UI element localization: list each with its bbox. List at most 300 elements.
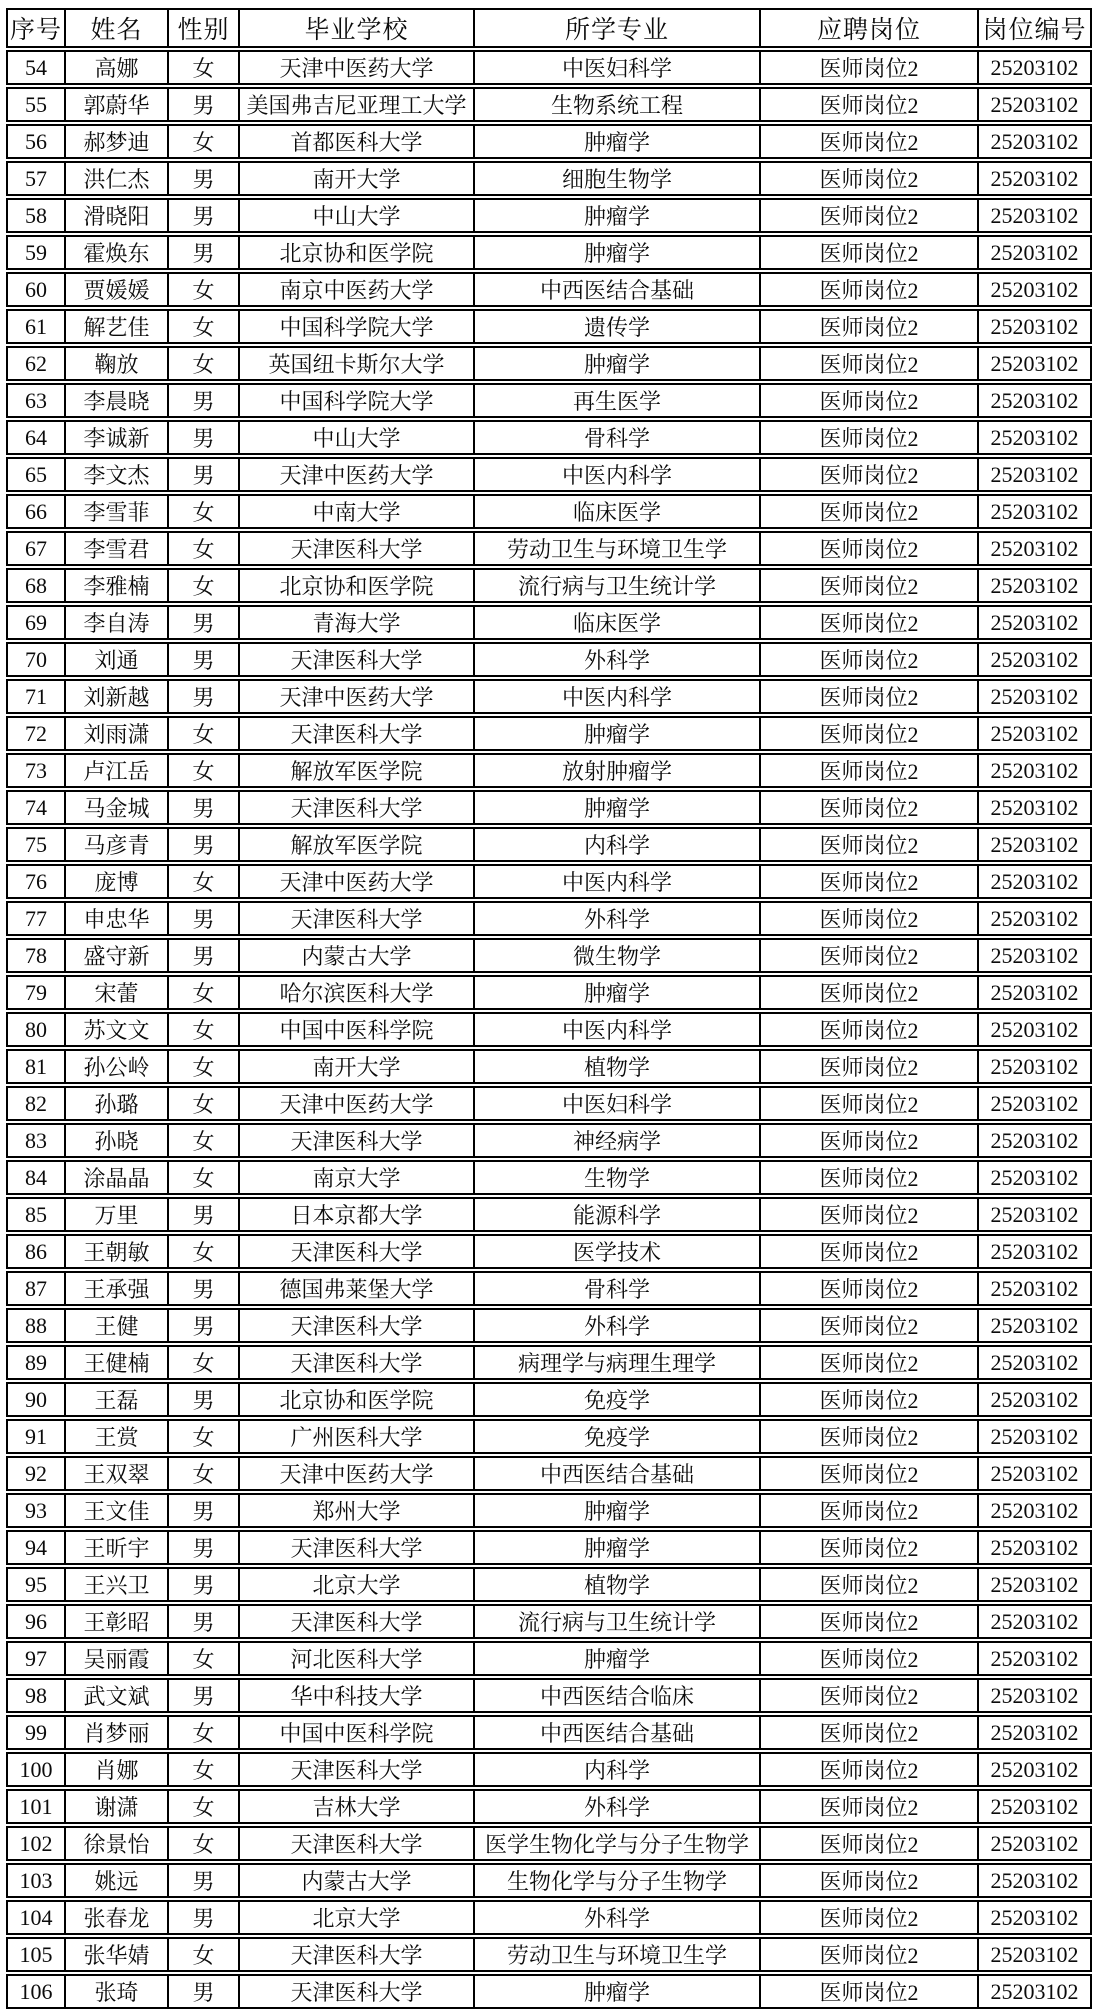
cell-position: 医师岗位2 bbox=[761, 1012, 979, 1047]
cell-major: 放射肿瘤学 bbox=[475, 753, 761, 788]
table-row bbox=[6, 1900, 1092, 1935]
cell-gender: 女 bbox=[169, 1419, 240, 1454]
cell-index: 88 bbox=[6, 1308, 66, 1343]
table-row bbox=[6, 420, 1092, 455]
cell-major: 肿瘤学 bbox=[475, 198, 761, 233]
cell-name: 郭蔚华 bbox=[66, 87, 169, 122]
cell-gender: 男 bbox=[169, 790, 240, 825]
cell-position: 医师岗位2 bbox=[761, 1271, 979, 1306]
cell-gender: 女 bbox=[169, 753, 240, 788]
cell-code: 25203102 bbox=[979, 1530, 1092, 1565]
cell-major: 免疫学 bbox=[475, 1382, 761, 1417]
cell-school: 天津医科大学 bbox=[240, 1974, 475, 2009]
cell-gender: 男 bbox=[169, 938, 240, 973]
table-row bbox=[6, 1752, 1092, 1787]
table-row bbox=[6, 1789, 1092, 1824]
table-row bbox=[6, 1974, 1092, 2009]
table-row bbox=[6, 901, 1092, 936]
cell-index: 94 bbox=[6, 1530, 66, 1565]
cell-index: 82 bbox=[6, 1086, 66, 1121]
cell-position: 医师岗位2 bbox=[761, 1123, 979, 1158]
table-row bbox=[6, 975, 1092, 1010]
table-row bbox=[6, 568, 1092, 603]
table-row bbox=[6, 1715, 1092, 1750]
cell-code: 25203102 bbox=[979, 753, 1092, 788]
cell-index: 79 bbox=[6, 975, 66, 1010]
cell-name: 姚远 bbox=[66, 1863, 169, 1898]
table-row bbox=[6, 1086, 1092, 1121]
cell-gender: 女 bbox=[169, 1345, 240, 1380]
cell-major: 肿瘤学 bbox=[475, 716, 761, 751]
cell-school: 天津医科大学 bbox=[240, 790, 475, 825]
cell-gender: 男 bbox=[169, 1863, 240, 1898]
cell-position: 医师岗位2 bbox=[761, 1863, 979, 1898]
table-row bbox=[6, 1641, 1092, 1676]
cell-major: 劳动卫生与环境卫生学 bbox=[475, 531, 761, 566]
cell-major: 生物系统工程 bbox=[475, 87, 761, 122]
cell-code: 25203102 bbox=[979, 1826, 1092, 1861]
cell-name: 庞博 bbox=[66, 864, 169, 899]
cell-code: 25203102 bbox=[979, 1974, 1092, 2009]
cell-position: 医师岗位2 bbox=[761, 198, 979, 233]
table-row bbox=[6, 1863, 1092, 1898]
cell-code: 25203102 bbox=[979, 1308, 1092, 1343]
cell-code: 25203102 bbox=[979, 1160, 1092, 1195]
cell-code: 25203102 bbox=[979, 1678, 1092, 1713]
cell-major: 中医妇科学 bbox=[475, 50, 761, 85]
cell-position: 医师岗位2 bbox=[761, 753, 979, 788]
cell-major: 中西医结合临床 bbox=[475, 1678, 761, 1713]
cell-index: 64 bbox=[6, 420, 66, 455]
cell-position: 医师岗位2 bbox=[761, 1234, 979, 1269]
table-row bbox=[6, 309, 1092, 344]
cell-name: 孙晓 bbox=[66, 1123, 169, 1158]
cell-major: 流行病与卫生统计学 bbox=[475, 568, 761, 603]
cell-index: 106 bbox=[6, 1974, 66, 2009]
cell-name: 张春龙 bbox=[66, 1900, 169, 1935]
cell-gender: 女 bbox=[169, 1123, 240, 1158]
cell-name: 郝梦迪 bbox=[66, 124, 169, 159]
cell-code: 25203102 bbox=[979, 605, 1092, 640]
cell-gender: 男 bbox=[169, 235, 240, 270]
cell-name: 宋蕾 bbox=[66, 975, 169, 1010]
cell-major: 免疫学 bbox=[475, 1419, 761, 1454]
cell-position: 医师岗位2 bbox=[761, 605, 979, 640]
cell-gender: 男 bbox=[169, 1567, 240, 1602]
cell-index: 93 bbox=[6, 1493, 66, 1528]
table-row bbox=[6, 494, 1092, 529]
cell-name: 贾媛媛 bbox=[66, 272, 169, 307]
cell-position: 医师岗位2 bbox=[761, 1678, 979, 1713]
cell-school: 内蒙古大学 bbox=[240, 938, 475, 973]
cell-code: 25203102 bbox=[979, 642, 1092, 677]
cell-gender: 女 bbox=[169, 1049, 240, 1084]
cell-name: 王赏 bbox=[66, 1419, 169, 1454]
cell-name: 王双翠 bbox=[66, 1456, 169, 1491]
cell-code: 25203102 bbox=[979, 975, 1092, 1010]
cell-gender: 女 bbox=[169, 124, 240, 159]
table-row bbox=[6, 1678, 1092, 1713]
cell-index: 60 bbox=[6, 272, 66, 307]
cell-gender: 男 bbox=[169, 679, 240, 714]
table-row bbox=[6, 457, 1092, 492]
cell-gender: 女 bbox=[169, 568, 240, 603]
cell-index: 74 bbox=[6, 790, 66, 825]
cell-major: 肿瘤学 bbox=[475, 346, 761, 381]
table-body bbox=[6, 50, 1092, 2009]
cell-index: 102 bbox=[6, 1826, 66, 1861]
table-row bbox=[6, 605, 1092, 640]
table-row bbox=[6, 235, 1092, 270]
cell-school: 中国科学院大学 bbox=[240, 383, 475, 418]
cell-school: 中山大学 bbox=[240, 420, 475, 455]
cell-code: 25203102 bbox=[979, 309, 1092, 344]
cell-name: 涂晶晶 bbox=[66, 1160, 169, 1195]
cell-school: 中国科学院大学 bbox=[240, 309, 475, 344]
cell-gender: 男 bbox=[169, 1308, 240, 1343]
cell-code: 25203102 bbox=[979, 1900, 1092, 1935]
cell-code: 25203102 bbox=[979, 716, 1092, 751]
table-row bbox=[6, 1493, 1092, 1528]
cell-position: 医师岗位2 bbox=[761, 1641, 979, 1676]
cell-index: 92 bbox=[6, 1456, 66, 1491]
cell-gender: 女 bbox=[169, 346, 240, 381]
cell-name: 王昕宇 bbox=[66, 1530, 169, 1565]
cell-school: 天津医科大学 bbox=[240, 1345, 475, 1380]
cell-position: 医师岗位2 bbox=[761, 1826, 979, 1861]
cell-major: 骨科学 bbox=[475, 420, 761, 455]
cell-gender: 女 bbox=[169, 1456, 240, 1491]
cell-gender: 男 bbox=[169, 642, 240, 677]
cell-index: 63 bbox=[6, 383, 66, 418]
cell-name: 李诚新 bbox=[66, 420, 169, 455]
cell-code: 25203102 bbox=[979, 901, 1092, 936]
cell-name: 申忠华 bbox=[66, 901, 169, 936]
cell-position: 医师岗位2 bbox=[761, 1382, 979, 1417]
cell-name: 徐景怡 bbox=[66, 1826, 169, 1861]
table-row bbox=[6, 790, 1092, 825]
column-header-position: 应聘岗位 bbox=[761, 8, 979, 48]
cell-position: 医师岗位2 bbox=[761, 235, 979, 270]
cell-code: 25203102 bbox=[979, 568, 1092, 603]
cell-name: 吴丽霞 bbox=[66, 1641, 169, 1676]
cell-gender: 男 bbox=[169, 87, 240, 122]
cell-gender: 男 bbox=[169, 1271, 240, 1306]
table-row bbox=[6, 531, 1092, 566]
cell-major: 能源科学 bbox=[475, 1197, 761, 1232]
table-row bbox=[6, 938, 1092, 973]
cell-name: 李文杰 bbox=[66, 457, 169, 492]
table-row bbox=[6, 1049, 1092, 1084]
cell-school: 天津中医药大学 bbox=[240, 457, 475, 492]
column-header-code: 岗位编号 bbox=[979, 8, 1092, 48]
table-row bbox=[6, 1382, 1092, 1417]
cell-position: 医师岗位2 bbox=[761, 531, 979, 566]
table-row bbox=[6, 1234, 1092, 1269]
cell-gender: 男 bbox=[169, 1900, 240, 1935]
cell-major: 植物学 bbox=[475, 1049, 761, 1084]
cell-code: 25203102 bbox=[979, 1641, 1092, 1676]
table-row bbox=[6, 642, 1092, 677]
cell-school: 天津中医药大学 bbox=[240, 50, 475, 85]
cell-position: 医师岗位2 bbox=[761, 494, 979, 529]
cell-index: 98 bbox=[6, 1678, 66, 1713]
cell-gender: 女 bbox=[169, 1234, 240, 1269]
cell-code: 25203102 bbox=[979, 1234, 1092, 1269]
cell-position: 医师岗位2 bbox=[761, 975, 979, 1010]
cell-index: 71 bbox=[6, 679, 66, 714]
cell-gender: 女 bbox=[169, 1789, 240, 1824]
cell-name: 王彰昭 bbox=[66, 1604, 169, 1639]
table-row bbox=[6, 272, 1092, 307]
cell-major: 中医内科学 bbox=[475, 457, 761, 492]
column-header-school: 毕业学校 bbox=[240, 8, 475, 48]
cell-index: 57 bbox=[6, 161, 66, 196]
cell-school: 解放军医学院 bbox=[240, 827, 475, 862]
applicant-table bbox=[6, 6, 1092, 2011]
cell-code: 25203102 bbox=[979, 383, 1092, 418]
cell-school: 北京大学 bbox=[240, 1900, 475, 1935]
cell-gender: 男 bbox=[169, 827, 240, 862]
cell-name: 张华婧 bbox=[66, 1937, 169, 1972]
cell-position: 医师岗位2 bbox=[761, 1530, 979, 1565]
cell-major: 中西医结合基础 bbox=[475, 272, 761, 307]
cell-index: 103 bbox=[6, 1863, 66, 1898]
cell-position: 医师岗位2 bbox=[761, 420, 979, 455]
cell-major: 内科学 bbox=[475, 1752, 761, 1787]
cell-school: 郑州大学 bbox=[240, 1493, 475, 1528]
cell-index: 86 bbox=[6, 1234, 66, 1269]
cell-position: 医师岗位2 bbox=[761, 1049, 979, 1084]
cell-major: 劳动卫生与环境卫生学 bbox=[475, 1937, 761, 1972]
cell-school: 北京大学 bbox=[240, 1567, 475, 1602]
cell-name: 滑晓阳 bbox=[66, 198, 169, 233]
cell-position: 医师岗位2 bbox=[761, 1345, 979, 1380]
cell-major: 生物学 bbox=[475, 1160, 761, 1195]
cell-gender: 女 bbox=[169, 494, 240, 529]
cell-school: 吉林大学 bbox=[240, 1789, 475, 1824]
cell-school: 广州医科大学 bbox=[240, 1419, 475, 1454]
cell-name: 解艺佳 bbox=[66, 309, 169, 344]
cell-code: 25203102 bbox=[979, 1937, 1092, 1972]
table-row bbox=[6, 383, 1092, 418]
table-row bbox=[6, 716, 1092, 751]
cell-major: 中医内科学 bbox=[475, 1012, 761, 1047]
cell-position: 医师岗位2 bbox=[761, 716, 979, 751]
cell-position: 医师岗位2 bbox=[761, 1456, 979, 1491]
cell-code: 25203102 bbox=[979, 50, 1092, 85]
table-row bbox=[6, 1271, 1092, 1306]
cell-code: 25203102 bbox=[979, 1789, 1092, 1824]
cell-gender: 男 bbox=[169, 1974, 240, 2009]
table-row bbox=[6, 87, 1092, 122]
cell-major: 医学生物化学与分子生物学 bbox=[475, 1826, 761, 1861]
cell-position: 医师岗位2 bbox=[761, 1789, 979, 1824]
cell-index: 72 bbox=[6, 716, 66, 751]
cell-name: 洪仁杰 bbox=[66, 161, 169, 196]
cell-code: 25203102 bbox=[979, 1567, 1092, 1602]
cell-index: 56 bbox=[6, 124, 66, 159]
cell-major: 中医内科学 bbox=[475, 864, 761, 899]
cell-index: 85 bbox=[6, 1197, 66, 1232]
cell-major: 外科学 bbox=[475, 901, 761, 936]
cell-position: 医师岗位2 bbox=[761, 161, 979, 196]
table-row bbox=[6, 1012, 1092, 1047]
cell-major: 临床医学 bbox=[475, 605, 761, 640]
cell-school: 天津医科大学 bbox=[240, 1604, 475, 1639]
cell-school: 中南大学 bbox=[240, 494, 475, 529]
cell-index: 83 bbox=[6, 1123, 66, 1158]
cell-index: 89 bbox=[6, 1345, 66, 1380]
cell-code: 25203102 bbox=[979, 494, 1092, 529]
cell-name: 苏文文 bbox=[66, 1012, 169, 1047]
cell-position: 医师岗位2 bbox=[761, 1308, 979, 1343]
cell-school: 美国弗吉尼亚理工大学 bbox=[240, 87, 475, 122]
table-row bbox=[6, 1345, 1092, 1380]
cell-school: 天津医科大学 bbox=[240, 1308, 475, 1343]
cell-major: 肿瘤学 bbox=[475, 1493, 761, 1528]
cell-major: 流行病与卫生统计学 bbox=[475, 1604, 761, 1639]
cell-major: 外科学 bbox=[475, 1900, 761, 1935]
cell-major: 外科学 bbox=[475, 1308, 761, 1343]
cell-position: 医师岗位2 bbox=[761, 1086, 979, 1121]
cell-name: 王文佳 bbox=[66, 1493, 169, 1528]
cell-index: 65 bbox=[6, 457, 66, 492]
cell-gender: 男 bbox=[169, 1530, 240, 1565]
cell-school: 天津医科大学 bbox=[240, 1752, 475, 1787]
cell-index: 69 bbox=[6, 605, 66, 640]
cell-code: 25203102 bbox=[979, 1345, 1092, 1380]
cell-gender: 女 bbox=[169, 1752, 240, 1787]
cell-gender: 女 bbox=[169, 272, 240, 307]
cell-school: 天津中医药大学 bbox=[240, 864, 475, 899]
cell-school: 华中科技大学 bbox=[240, 1678, 475, 1713]
cell-code: 25203102 bbox=[979, 1715, 1092, 1750]
cell-major: 临床医学 bbox=[475, 494, 761, 529]
cell-code: 25203102 bbox=[979, 346, 1092, 381]
cell-gender: 女 bbox=[169, 1641, 240, 1676]
cell-gender: 女 bbox=[169, 1715, 240, 1750]
cell-index: 81 bbox=[6, 1049, 66, 1084]
cell-major: 植物学 bbox=[475, 1567, 761, 1602]
cell-index: 95 bbox=[6, 1567, 66, 1602]
cell-name: 孙公岭 bbox=[66, 1049, 169, 1084]
cell-position: 医师岗位2 bbox=[761, 568, 979, 603]
cell-school: 天津医科大学 bbox=[240, 1234, 475, 1269]
cell-name: 卢江岳 bbox=[66, 753, 169, 788]
cell-index: 66 bbox=[6, 494, 66, 529]
cell-index: 78 bbox=[6, 938, 66, 973]
cell-gender: 男 bbox=[169, 1197, 240, 1232]
cell-major: 外科学 bbox=[475, 642, 761, 677]
cell-index: 80 bbox=[6, 1012, 66, 1047]
cell-gender: 男 bbox=[169, 901, 240, 936]
cell-gender: 男 bbox=[169, 605, 240, 640]
cell-name: 马金城 bbox=[66, 790, 169, 825]
cell-gender: 女 bbox=[169, 1826, 240, 1861]
cell-major: 细胞生物学 bbox=[475, 161, 761, 196]
cell-code: 25203102 bbox=[979, 272, 1092, 307]
cell-school: 南京中医药大学 bbox=[240, 272, 475, 307]
cell-code: 25203102 bbox=[979, 87, 1092, 122]
cell-major: 肿瘤学 bbox=[475, 235, 761, 270]
cell-index: 54 bbox=[6, 50, 66, 85]
cell-code: 25203102 bbox=[979, 198, 1092, 233]
cell-name: 刘新越 bbox=[66, 679, 169, 714]
cell-code: 25203102 bbox=[979, 864, 1092, 899]
cell-code: 25203102 bbox=[979, 1419, 1092, 1454]
cell-code: 25203102 bbox=[979, 1382, 1092, 1417]
cell-major: 生物化学与分子生物学 bbox=[475, 1863, 761, 1898]
table-row bbox=[6, 1530, 1092, 1565]
cell-gender: 女 bbox=[169, 716, 240, 751]
cell-name: 刘雨潇 bbox=[66, 716, 169, 751]
table-row bbox=[6, 753, 1092, 788]
cell-name: 刘通 bbox=[66, 642, 169, 677]
cell-gender: 男 bbox=[169, 198, 240, 233]
cell-major: 肿瘤学 bbox=[475, 975, 761, 1010]
cell-major: 肿瘤学 bbox=[475, 790, 761, 825]
cell-name: 王兴卫 bbox=[66, 1567, 169, 1602]
column-header-index: 序号 bbox=[6, 8, 66, 48]
cell-name: 高娜 bbox=[66, 50, 169, 85]
cell-school: 德国弗莱堡大学 bbox=[240, 1271, 475, 1306]
cell-position: 医师岗位2 bbox=[761, 1900, 979, 1935]
cell-name: 张琦 bbox=[66, 1974, 169, 2009]
cell-index: 58 bbox=[6, 198, 66, 233]
cell-code: 25203102 bbox=[979, 1752, 1092, 1787]
cell-position: 医师岗位2 bbox=[761, 679, 979, 714]
cell-index: 61 bbox=[6, 309, 66, 344]
cell-school: 南开大学 bbox=[240, 1049, 475, 1084]
table-row bbox=[6, 1160, 1092, 1195]
cell-school: 解放军医学院 bbox=[240, 753, 475, 788]
cell-position: 医师岗位2 bbox=[761, 1974, 979, 2009]
cell-position: 医师岗位2 bbox=[761, 1715, 979, 1750]
table-row bbox=[6, 679, 1092, 714]
cell-index: 105 bbox=[6, 1937, 66, 1972]
cell-name: 谢潇 bbox=[66, 1789, 169, 1824]
cell-school: 中国中医科学院 bbox=[240, 1715, 475, 1750]
cell-index: 62 bbox=[6, 346, 66, 381]
column-header-major: 所学专业 bbox=[475, 8, 761, 48]
cell-name: 王健 bbox=[66, 1308, 169, 1343]
cell-name: 王朝敏 bbox=[66, 1234, 169, 1269]
table-row bbox=[6, 827, 1092, 862]
cell-major: 遗传学 bbox=[475, 309, 761, 344]
cell-position: 医师岗位2 bbox=[761, 1937, 979, 1972]
table-row bbox=[6, 1419, 1092, 1454]
table-row bbox=[6, 1197, 1092, 1232]
cell-name: 盛守新 bbox=[66, 938, 169, 973]
cell-code: 25203102 bbox=[979, 1197, 1092, 1232]
cell-index: 68 bbox=[6, 568, 66, 603]
cell-code: 25203102 bbox=[979, 827, 1092, 862]
cell-major: 中西医结合基础 bbox=[475, 1715, 761, 1750]
cell-name: 李雪菲 bbox=[66, 494, 169, 529]
cell-position: 医师岗位2 bbox=[761, 272, 979, 307]
cell-name: 李雪君 bbox=[66, 531, 169, 566]
cell-major: 病理学与病理生理学 bbox=[475, 1345, 761, 1380]
cell-code: 25203102 bbox=[979, 457, 1092, 492]
cell-position: 医师岗位2 bbox=[761, 124, 979, 159]
cell-index: 96 bbox=[6, 1604, 66, 1639]
table-row bbox=[6, 1456, 1092, 1491]
cell-gender: 女 bbox=[169, 50, 240, 85]
cell-school: 南京大学 bbox=[240, 1160, 475, 1195]
cell-code: 25203102 bbox=[979, 531, 1092, 566]
cell-name: 霍焕东 bbox=[66, 235, 169, 270]
